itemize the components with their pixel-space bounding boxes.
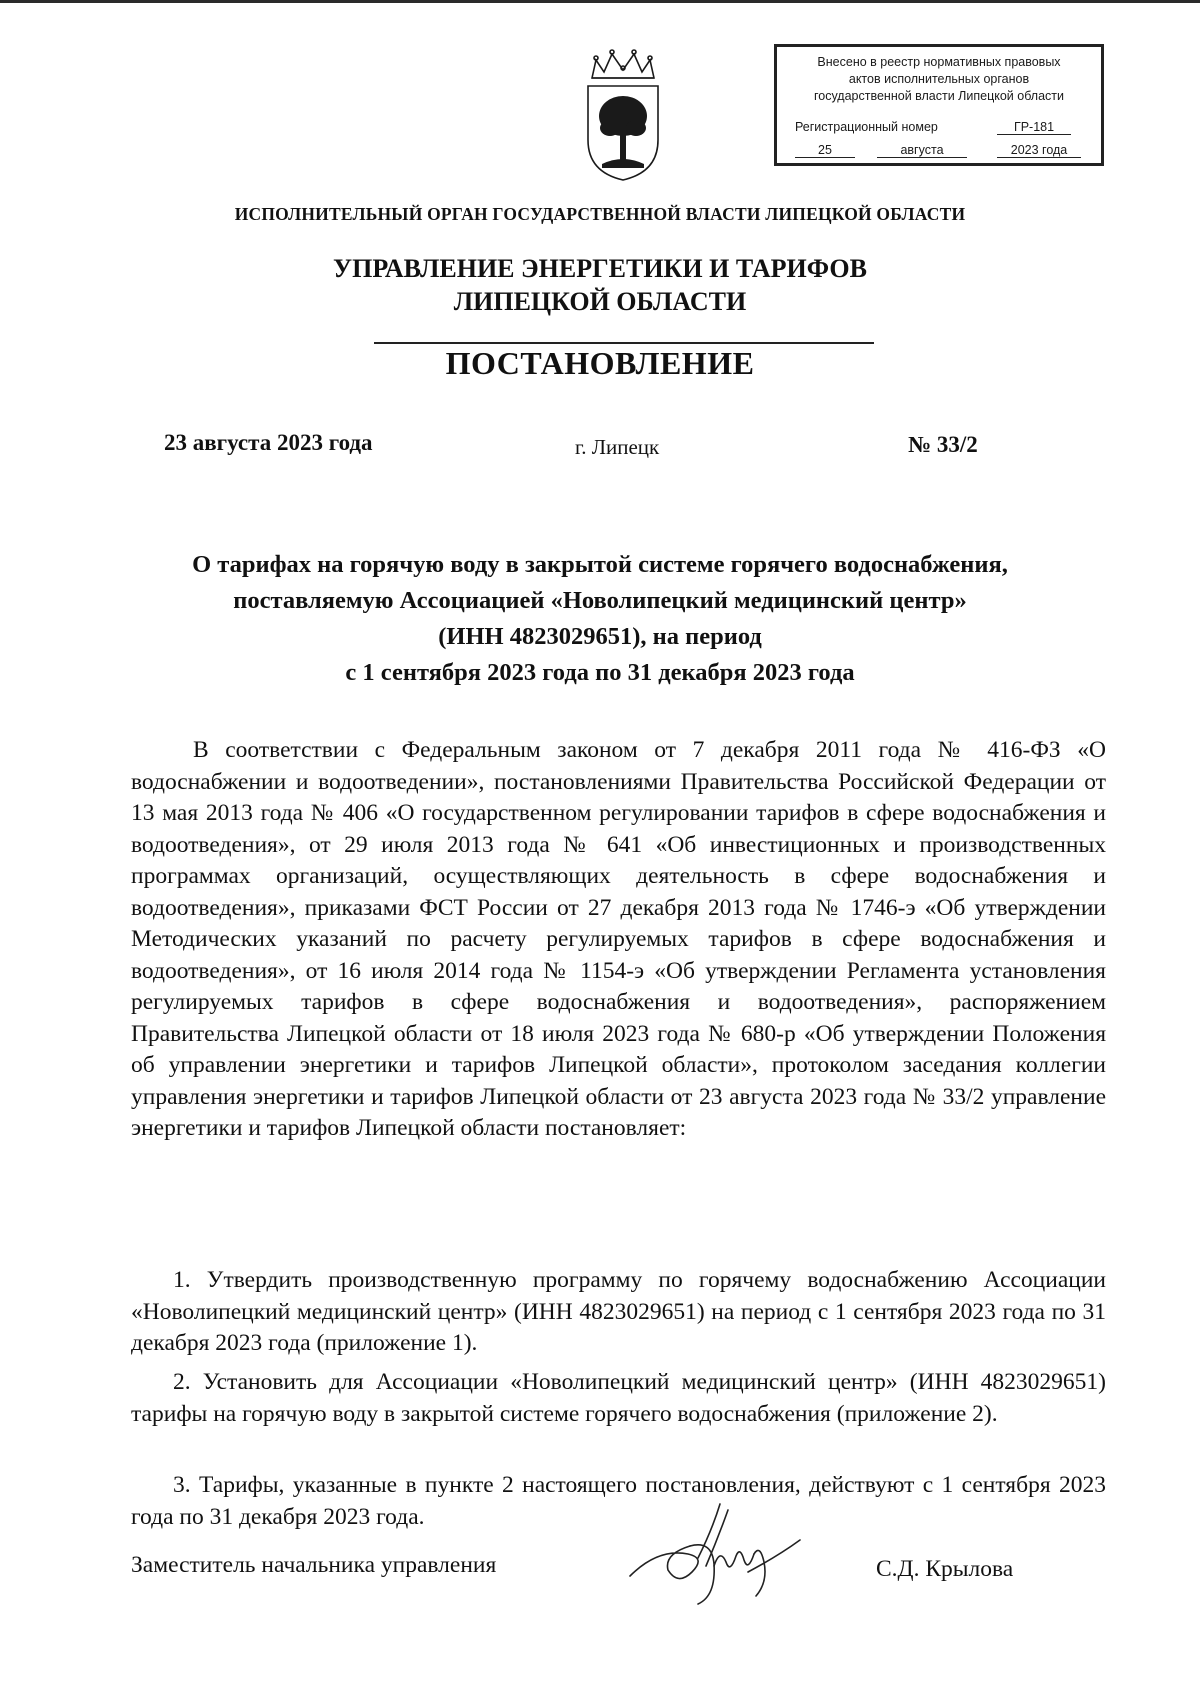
signatory-name: С.Д. Крылова [876,1556,1014,1582]
stamp-line-3: государственной власти Липецкой области [813,89,1065,103]
title-line-4: с 1 сентября 2023 года по 31 декабря 2023 года [345,659,855,686]
stamp-line-1: Внесено в реестр нормативных правовых [817,55,1061,69]
stamp-day: 25 [795,143,855,158]
item-3-paragraph: 3. Тарифы, указанные в пункте 2 настоящего постановления, действуют с 1 сентября 2023 года по 31 декабря 2023 года. [131,1472,1106,1530]
stamp-month: августа [877,143,967,158]
item-1-paragraph: 1. Утвердить производственную программу по горячему водоснабжению Ассоциации «Новолипецкий медицинский центр» (ИНН 4823029651) на период с 1 сентября 2023 года по 31 декабря 2023 года (приложение 1). [131,1267,1106,1356]
title-line-2: поставляемую Ассоциацией «Новолипецкий медицинский центр» [233,587,967,614]
department-line-2: ЛИПЕЦКОЙ ОБЛАСТИ [453,287,747,316]
document-title [130,547,1070,691]
document-number: № 33/2 [908,432,978,457]
coat-of-arms-icon [582,48,664,184]
executive-body-heading: ИСПОЛНИТЕЛЬНЫЙ ОРГАН ГОСУДАРСТВЕННОЙ ВЛАСТИ ЛИПЕЦКОЙ ОБЛАСТИ [234,204,966,224]
stamp-reg-label: Регистрационный номер [795,120,938,134]
title-line-3: (ИНН 4823029651), на период [438,623,762,650]
scan-top-edge [0,0,1200,3]
stamp-line-2: актов исполнительных органов [848,72,1030,86]
stamp-year: 2023 года [997,143,1081,158]
heading-divider [374,342,874,344]
item-2-paragraph: 2. Установить для Ассоциации «Новолипецкий медицинский центр» (ИНН 4823029651) тарифы на горячую воду в закрытой системе горячего водоснабжения (приложение 2). [131,1369,1106,1427]
stamp-reg-number: ГР-181 [997,120,1071,135]
title-line-1: О тарифах на горячую воду в закрытой системе горячего водоснабжения, [192,551,1008,578]
registry-stamp [774,44,1104,166]
preamble-paragraph: В соответствии с Федеральным законом от 7 декабря 2011 года № 416-ФЗ «О водоснабжении и водоотведении», постановлениями Правительства Российской Федерации от 13 мая 2013 года № 406 «О государственном регулировании тарифов в сфере водоснабжения и водоотведения», от 29 июля 2013 года № 641 «Об инвестиционных и производственных программах организаций, осуществляющих деятельность в сфере водоснабжения и водоотведения», приказами ФСТ России от 27 декабря 2013 года № 1746-э «Об утверждении Методических указаний по расчету регулируемых тарифов в сфере водоснабжения и водоотведения», от 16 июля 2014 года № 1154-э «Об утверждении Регламента установления регулируемых тарифов в сфере водоснабжения и водоотведения», распоряжением Правительства Липецкой области от 18 июля 2023 года № 680-р «Об утверждении Положения об управлении энергетики и тарифов Липецкой области», протоколом заседания коллегии управления энергетики и тарифов Липецкой области от 23 августа 2023 года № 33/2 управление энергетики и тарифов Липецкой области постановляет: [131,737,1106,1141]
document-date: 23 августа 2023 года [164,430,373,455]
department-heading [0,252,1200,318]
document-city: г. Липецк [575,435,660,459]
handwritten-signature [628,1500,838,1610]
document-type: ПОСТАНОВЛЕНИЕ [445,345,755,381]
department-line-1: УПРАВЛЕНИЕ ЭНЕРГЕТИКИ И ТАРИФОВ [333,254,867,283]
signatory-position: Заместитель начальника управления [131,1552,497,1578]
